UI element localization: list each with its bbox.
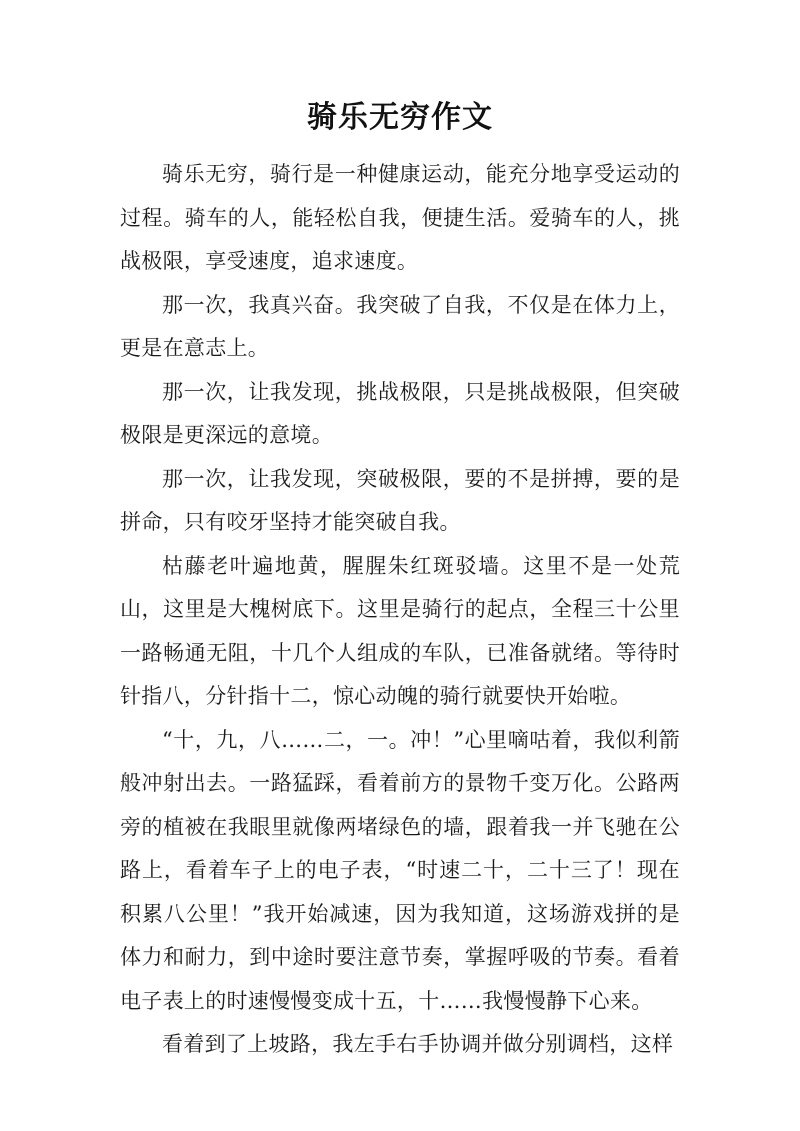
document-title: 骑乐无穷作文 <box>307 100 493 135</box>
paragraph-challenge-limit: 那一次，让我发现，挑战极限，只是挑战极限，但突破极限是更深远的意境。 <box>120 379 680 447</box>
paragraph-intro: 骑乐无穷，骑行是一种健康运动，能充分地享受运动的过程。骑车的人，能轻松自我，便捷生活。爱骑车的人，挑战极限，享受速度，追求速度。 <box>120 162 680 273</box>
document-body <box>120 153 680 1067</box>
paragraph-uphill: 看着到了上坡路，我左手右手协调并做分别调档，这样 <box>162 1032 674 1056</box>
paragraph-countdown: “十，九，八……二，一。冲！”心里嘀咕着，我似利箭般冲射出去。一路猛踩，看着前方的景物千变万化。公路两旁的植被在我眼里就像两堵绿色的墙，跟着我一并飞驰在公路上，看着车子上的电子表，“时速二十，二十三了！现在积累八公里！”我开始减速，因为我知道，这场游戏拼的是体力和耐力，到中途时要注意节奏，掌握呼吸的节奏。看着电子表上的时速慢慢变成十五，十……我慢慢静下心来。 <box>120 727 680 1013</box>
paragraph-excited: 那一次，我真兴奋。我突破了自我，不仅是在体力上，更是在意志上。 <box>120 292 680 360</box>
paragraph-starting-point: 枯藤老叶遍地黄，腥腥朱红斑驳墙。这里不是一处荒山，这里是大槐树底下。这里是骑行的起点，全程三十公里一路畅通无阻，十几个人组成的车队，已准备就绪。等待时针指八，分针指十二，惊心动魄的骑行就要快开始啦。 <box>120 553 680 708</box>
paragraph-break-limit: 那一次，让我发现，突破极限，要的不是拼搏，要的是拼命，只有咬牙坚持才能突破自我。 <box>120 466 680 534</box>
